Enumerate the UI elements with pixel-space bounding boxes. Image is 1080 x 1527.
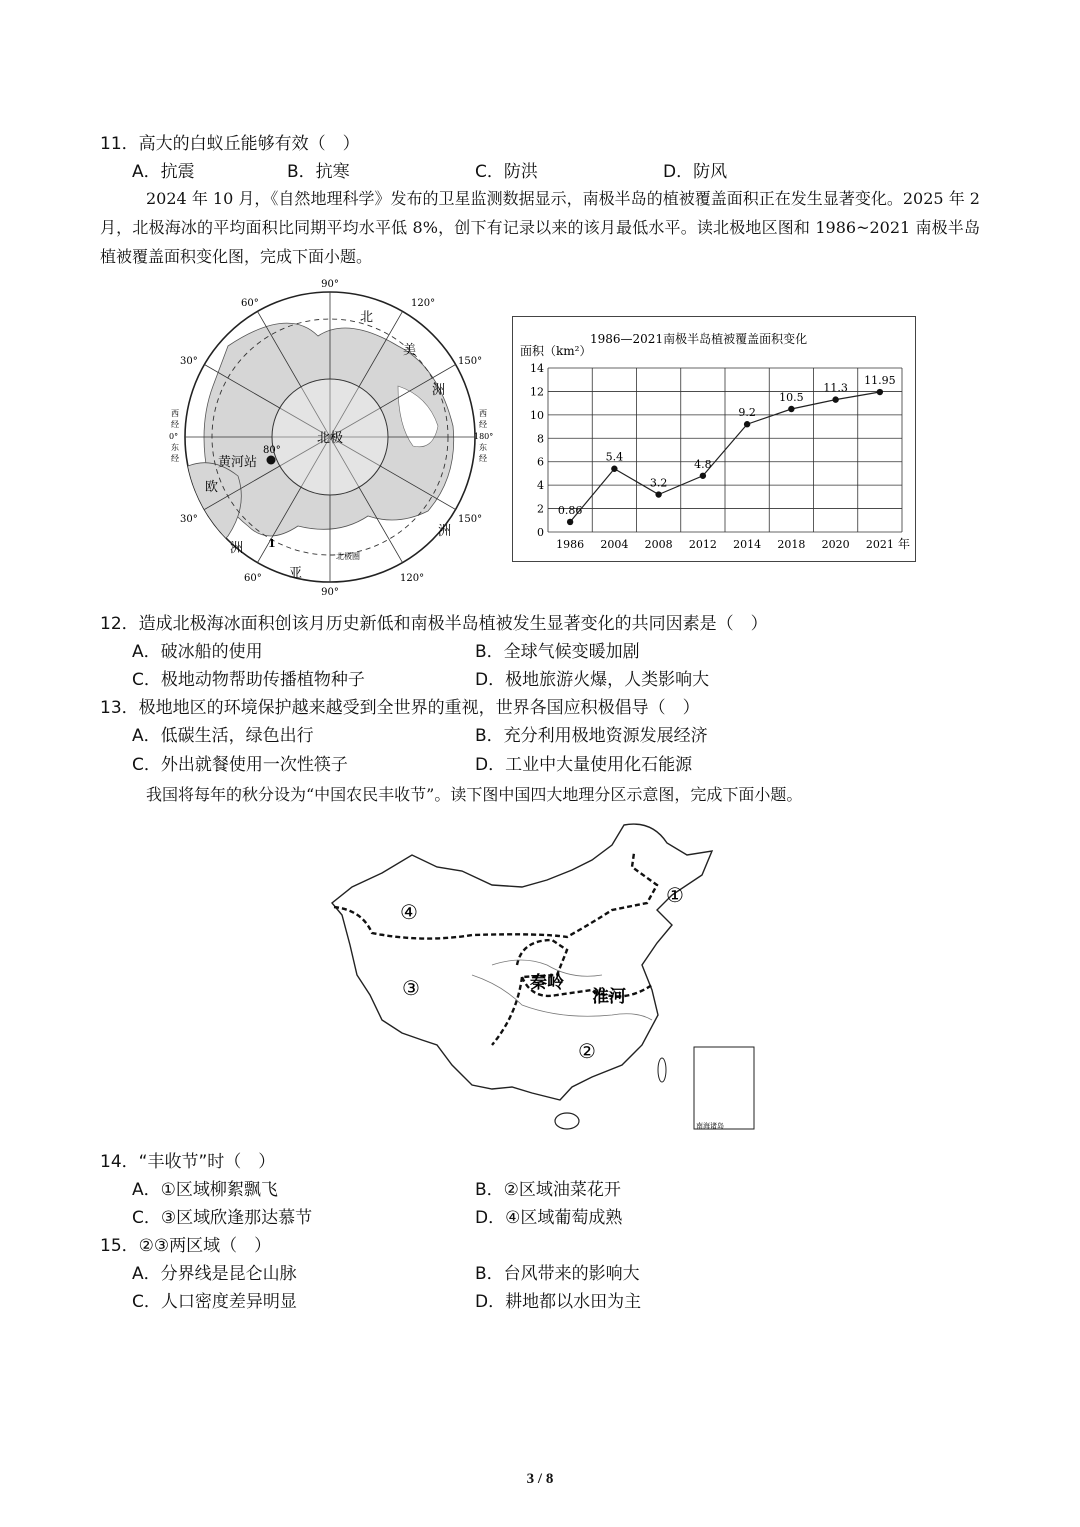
map-lon-120e-top: 120°	[411, 298, 436, 309]
map-as-1: 亚	[289, 566, 303, 581]
question-12-stem: 12．造成北极海冰面积创该月历史新低和南极半岛植被发生显著变化的共同因素是（ ）	[100, 614, 768, 634]
map-west-east-right-3: 180°	[474, 432, 494, 441]
chart-data-label: 11.3	[823, 381, 848, 395]
intro-paragraph-1: 2024 年 10 月，《自然地理科学》发布的卫星监测数据显示，南极半岛的植被覆盖面积正在发生显著变化。2025 年 2 月，北极海冰的平均面积比同期平均水平低 8%，创下有记录以来的该月最低水平。读北极地区图和 1986~2021 南极半岛植被覆盖面积变化图，完成下面小题。	[100, 189, 980, 266]
map-lon-60-top: 60°	[241, 298, 259, 309]
map-lon-30-bottom: 30°	[180, 514, 198, 525]
q11-option-b: B．抗寒	[287, 162, 350, 182]
chart-ytick-label: 2	[537, 502, 544, 516]
question-15-stem: 15．②③两区域（ ）	[100, 1236, 272, 1256]
map-lon-150-top: 150°	[458, 356, 483, 367]
question-14-stem: 14．“丰收节”时（ ）	[100, 1152, 276, 1172]
region-3-label: ③	[402, 976, 420, 1000]
region-4-label: ④	[400, 900, 418, 924]
arctic-region-map	[168, 276, 494, 598]
map-lat-80: 80°	[263, 445, 281, 456]
map-center-label: 北极	[316, 431, 344, 446]
chart-ytick-label: 14	[530, 362, 544, 375]
chart-data-point	[832, 396, 838, 402]
map-eu-2: 洲	[230, 541, 244, 556]
chart-title: 1986—2021南极半岛植被覆盖面积变化	[590, 332, 808, 346]
q13-option-b: B．充分利用极地资源发展经济	[475, 726, 708, 746]
chart-ytick-label: 10	[530, 408, 544, 422]
chart-ytick-label: 8	[537, 432, 544, 446]
china-regions-map	[322, 815, 762, 1140]
huaihe-label: 淮河	[592, 987, 626, 1007]
chart-data-label: 10.5	[779, 391, 804, 404]
china-map-inset-label: 南海诸岛	[696, 1122, 724, 1130]
page-number: 3 / 8	[526, 1471, 554, 1487]
map-lon-top: 90°	[321, 279, 339, 290]
q14-option-c: C．③区域欣逢那达慕节	[132, 1208, 313, 1228]
map-arctic-circle: 北极圈	[336, 552, 360, 561]
map-west-east-right-5: 经	[479, 454, 487, 463]
chart-ylabel: 面积（km²）	[520, 344, 592, 358]
q15-option-b: B．台风带来的影响大	[475, 1264, 640, 1284]
q15-option-c: C．人口密度差异明显	[132, 1292, 297, 1312]
q14-option-d: D．④区域葡萄成熟	[475, 1208, 623, 1228]
region-2-label: ②	[578, 1039, 596, 1063]
question-13-stem: 13．极地地区的环境保护越来越受到全世界的重视，世界各国应积极倡导（ ）	[100, 698, 700, 718]
intro-paragraph-2: 我国将每年的秋分设为“中国农民丰收节”。读下图中国四大地理分区示意图，完成下面小题。	[146, 785, 803, 804]
qinling-label: 秦岭	[530, 973, 564, 993]
map-west-east-left-3: 0°	[169, 432, 179, 441]
chart-data-label: 9.2	[738, 406, 756, 420]
map-na-2: 美	[403, 343, 417, 358]
chart-data-label: 0.86	[557, 503, 583, 517]
chart-data-point	[788, 406, 794, 412]
map-west-east-left-4: 东	[171, 443, 179, 452]
chart-data-label: 4.8	[694, 457, 712, 471]
q13-option-d: D．工业中大量使用化石能源	[475, 755, 693, 775]
chart-xtick-label: 2012	[688, 538, 717, 551]
chart-data-point	[877, 389, 883, 395]
chart-xtick-label: 2020	[821, 538, 850, 551]
chart-data-point	[567, 519, 573, 525]
chart-data-label: 5.4	[605, 450, 624, 464]
map-west-east-right-2: 经	[479, 420, 487, 429]
chart-ytick-label: 4	[537, 479, 544, 493]
map-eu-1: 欧	[205, 480, 219, 495]
region-1-label: ①	[666, 883, 684, 907]
chart-ytick-label: 6	[537, 455, 544, 469]
q13-option-c: C．外出就餐使用一次性筷子	[132, 755, 348, 775]
chart-xlabel: 年	[898, 537, 911, 551]
chart-data-point	[611, 466, 617, 472]
vegetation-area-line-chart	[512, 316, 916, 562]
map-west-east-right-4: 东	[479, 443, 487, 452]
chart-data-point	[655, 491, 661, 497]
q12-option-c: C．极地动物帮助传播植物种子	[132, 670, 365, 690]
map-marker-1: 1	[268, 537, 276, 550]
chart-data-label: 11.95	[864, 374, 896, 388]
map-lon-bottom: 90°	[321, 587, 339, 598]
q12-option-b: B．全球气候变暖加剧	[475, 642, 640, 662]
chart-data-point	[744, 421, 750, 427]
map-west-east-left-5: 经	[171, 454, 179, 463]
q13-option-a: A．低碳生活，绿色出行	[132, 726, 314, 746]
map-na-3: 洲	[432, 383, 446, 398]
chart-xtick-label: 2021	[865, 538, 894, 551]
q12-option-a: A．破冰船的使用	[132, 642, 263, 662]
q11-option-d: D．防风	[663, 162, 728, 182]
chart-ytick-label: 0	[537, 526, 544, 539]
map-west-east-right-1: 西	[479, 409, 487, 418]
q11-option-c: C．防洪	[475, 162, 538, 182]
map-lon-30-top: 30°	[180, 356, 198, 367]
chart-data-label: 3.2	[649, 476, 668, 490]
chart-xtick-label: 2008	[644, 538, 673, 551]
q11-option-a: A．抗震	[132, 162, 195, 182]
map-as-2: 洲	[438, 524, 452, 539]
chart-data-point	[700, 473, 706, 479]
q15-option-a: A．分界线是昆仑山脉	[132, 1264, 297, 1284]
question-11-stem: 11．高大的白蚁丘能够有效（ ）	[100, 134, 360, 154]
q15-option-d: D．耕地都以水田为主	[475, 1292, 642, 1312]
q12-option-d: D．极地旅游火爆，人类影响大	[475, 670, 710, 690]
chart-xtick-label: 1986	[556, 538, 585, 551]
map-west-east-left-1: 西	[171, 409, 179, 418]
chart-xtick-label: 2014	[733, 538, 762, 551]
map-lon-60-bottom: 60°	[244, 573, 262, 584]
q14-option-a: A．①区域柳絮飘飞	[132, 1180, 278, 1200]
map-west-east-left-2: 经	[171, 420, 179, 429]
q14-option-b: B．②区域油菜花开	[475, 1180, 621, 1200]
chart-xtick-label: 2018	[777, 538, 806, 551]
chart-xtick-label: 2004	[600, 538, 629, 551]
map-lon-120-bottom: 120°	[400, 573, 425, 584]
chart-ytick-label: 12	[530, 385, 544, 399]
map-lon-150-bottom: 150°	[458, 514, 483, 525]
map-station-label: 黄河站	[218, 455, 258, 470]
map-na-1: 北	[360, 310, 374, 325]
